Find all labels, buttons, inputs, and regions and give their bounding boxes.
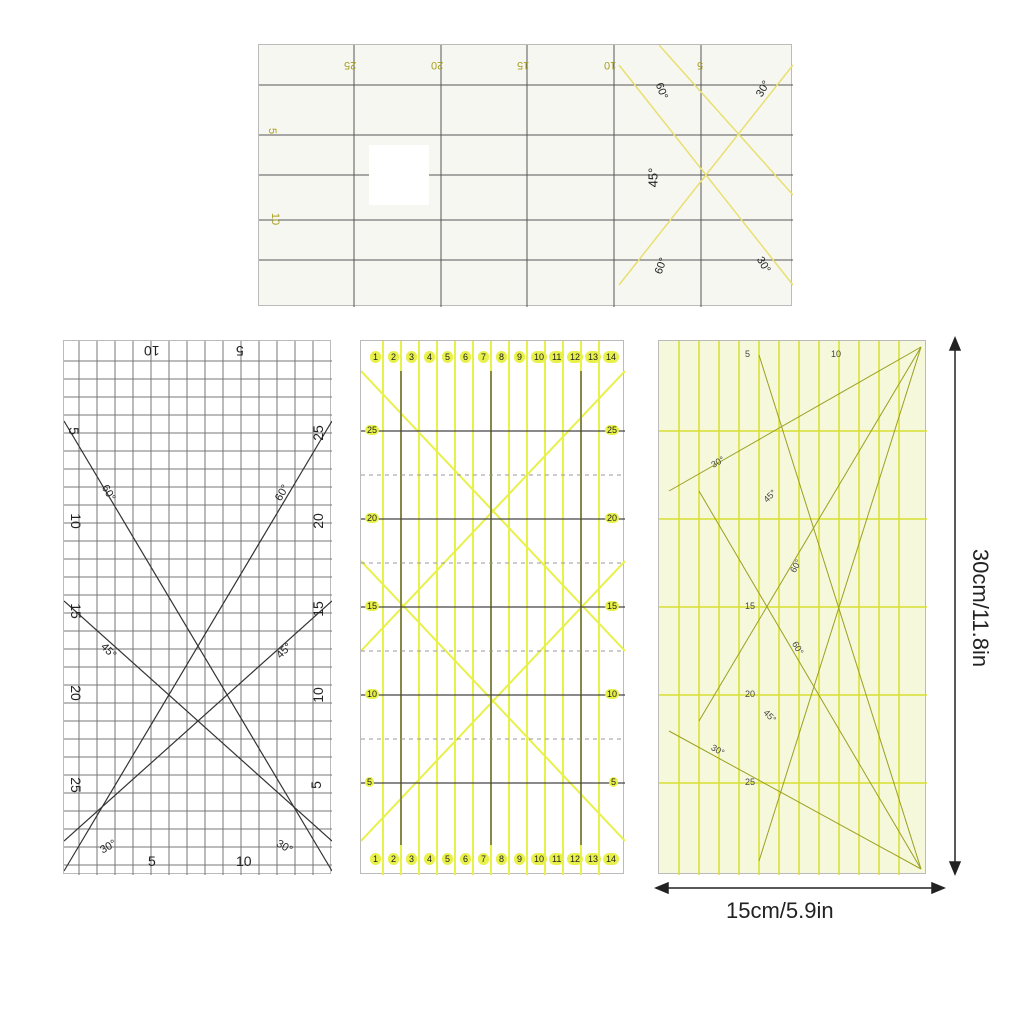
clear-ruler-left-number: 15 — [67, 603, 84, 619]
clear-ruler-top-number: 5 — [236, 343, 244, 359]
yellow-lines-angle: 60° — [788, 557, 804, 575]
yellow-grid-bottom-number: 9 — [514, 853, 525, 865]
top-ruler-angle: 30° — [753, 254, 773, 276]
yellow-lines-angle: 45° — [761, 707, 779, 725]
top-ruler-side-number: 5 — [266, 127, 279, 135]
yellow-grid-top-number: 11 — [549, 351, 564, 363]
clear-ruler-left-number: 5 — [65, 427, 82, 435]
top-ruler-angle: 60° — [652, 81, 670, 101]
yellow-grid-bottom-number: 11 — [549, 853, 564, 865]
yellow-grid-side-number: 10 — [367, 689, 378, 699]
clear-ruler-angle: 45° — [98, 640, 119, 662]
yellow-grid-bottom-number: 2 — [388, 853, 399, 865]
yellow-grid-side-number: 5 — [367, 777, 373, 787]
yellow-grid-bottom-number: 6 — [460, 853, 471, 865]
top-ruler-angle: 30° — [753, 78, 773, 100]
yellow-grid-top-number: 5 — [442, 351, 453, 363]
top-ruler-number: 5 — [697, 59, 704, 71]
yellow-lines-angle: 30° — [709, 742, 727, 758]
yellow-grid-bottom-number: 7 — [478, 853, 489, 865]
clear-ruler-right-number: 15 — [309, 601, 326, 617]
yellow-grid-side-number: 25 — [367, 425, 378, 435]
yellow-grid-side-number: 15 — [607, 601, 618, 611]
top-ruler-side-number: 10 — [269, 212, 282, 226]
top-ruler-number: 15 — [517, 59, 530, 71]
yellow-grid-top-number: 3 — [406, 351, 417, 363]
yellow-grid-top-number: 14 — [603, 351, 619, 363]
width-arrow-right-icon — [932, 883, 944, 893]
yellow-grid-side-number: 20 — [607, 513, 618, 523]
clear-ruler-angle: 30° — [98, 837, 119, 857]
yellow-grid-bottom-number: 4 — [424, 853, 435, 865]
yellow-grid-top-number: 2 — [388, 351, 399, 363]
yellow-grid-top-number: 7 — [478, 351, 489, 363]
height-arrow-up-icon — [950, 338, 960, 350]
clear-ruler-left-number: 25 — [67, 777, 84, 793]
clear-ruler-top-number: 10 — [144, 343, 160, 359]
yellow-grid-side-number: 5 — [611, 777, 617, 787]
top-ruler — [258, 44, 792, 306]
yellow-grid-top-number: 10 — [531, 351, 547, 363]
yellow-grid-side-number: 20 — [367, 513, 378, 523]
clear-ruler-angle: 60° — [272, 482, 292, 504]
clear-ruler-left-number: 20 — [67, 685, 84, 701]
clear-ruler-right-number: 5 — [307, 781, 324, 789]
yellow-lines-number: 5 — [745, 349, 751, 359]
yellow-lines-angle: 60° — [790, 639, 806, 657]
top-ruler-angle: 45° — [645, 167, 661, 188]
top-ruler-graphic — [259, 45, 793, 307]
yellow-lines-number: 15 — [745, 601, 756, 611]
yellow-grid-top-number: 4 — [424, 351, 435, 363]
yellow-grid-bottom-number: 1 — [370, 853, 381, 865]
yellow-grid-top-number: 9 — [514, 351, 525, 363]
yellow-grid-side-number: 10 — [607, 689, 618, 699]
yellow-grid-top-number: 6 — [460, 351, 471, 363]
clear-ruler-graphic — [64, 341, 332, 875]
yellow-grid-bottom-number: 10 — [531, 853, 547, 865]
yellow-lines-ruler-graphic — [659, 341, 927, 875]
yellow-lines-number: 10 — [831, 349, 842, 359]
yellow-lines-ruler — [658, 340, 926, 874]
yellow-grid-top-number: 12 — [567, 351, 583, 363]
yellow-grid-top-number: 1 — [370, 351, 381, 363]
clear-ruler-right-number: 20 — [309, 513, 326, 529]
clear-ruler-bottom-number: 5 — [148, 853, 156, 869]
clear-ruler-left-number: 10 — [67, 513, 84, 529]
height-arrow-down-icon — [950, 862, 960, 874]
width-arrow-left-icon — [656, 883, 668, 893]
yellow-grid-ruler-graphic — [361, 341, 625, 875]
clear-ruler-angle: 60° — [98, 482, 118, 504]
yellow-grid-top-number: 8 — [496, 351, 507, 363]
top-ruler-number: 10 — [604, 59, 617, 71]
clear-ruler-angle: 30° — [274, 837, 295, 857]
yellow-lines-angle: 30° — [709, 454, 727, 470]
yellow-grid-ruler — [360, 340, 624, 874]
yellow-grid-top-number: 13 — [585, 351, 601, 363]
top-ruler-angle: 60° — [652, 256, 670, 276]
yellow-grid-bottom-number: 8 — [496, 853, 507, 865]
yellow-grid-bottom-number: 3 — [406, 853, 417, 865]
yellow-lines-number: 25 — [745, 777, 756, 787]
yellow-grid-bottom-number: 5 — [442, 853, 453, 865]
width-dimension-label: 15cm/5.9in — [726, 898, 834, 923]
yellow-lines-number: 20 — [745, 689, 756, 699]
clear-ruler-right-number: 10 — [309, 687, 326, 703]
clear-ruler — [63, 340, 331, 874]
yellow-grid-side-number: 15 — [367, 601, 378, 611]
clear-ruler-bottom-number: 10 — [236, 853, 252, 869]
yellow-grid-side-number: 25 — [607, 425, 618, 435]
clear-ruler-right-number: 25 — [309, 425, 326, 441]
yellow-grid-bottom-number: 14 — [603, 853, 619, 865]
yellow-grid-bottom-number: 12 — [567, 853, 583, 865]
top-ruler-number: 20 — [431, 59, 444, 71]
clear-ruler-angle: 45° — [274, 640, 295, 662]
height-dimension-label: 30cm/11.8in — [968, 548, 993, 668]
top-ruler-number: 25 — [344, 59, 357, 71]
yellow-grid-bottom-number: 13 — [585, 853, 601, 865]
yellow-lines-angle: 45° — [761, 487, 779, 505]
